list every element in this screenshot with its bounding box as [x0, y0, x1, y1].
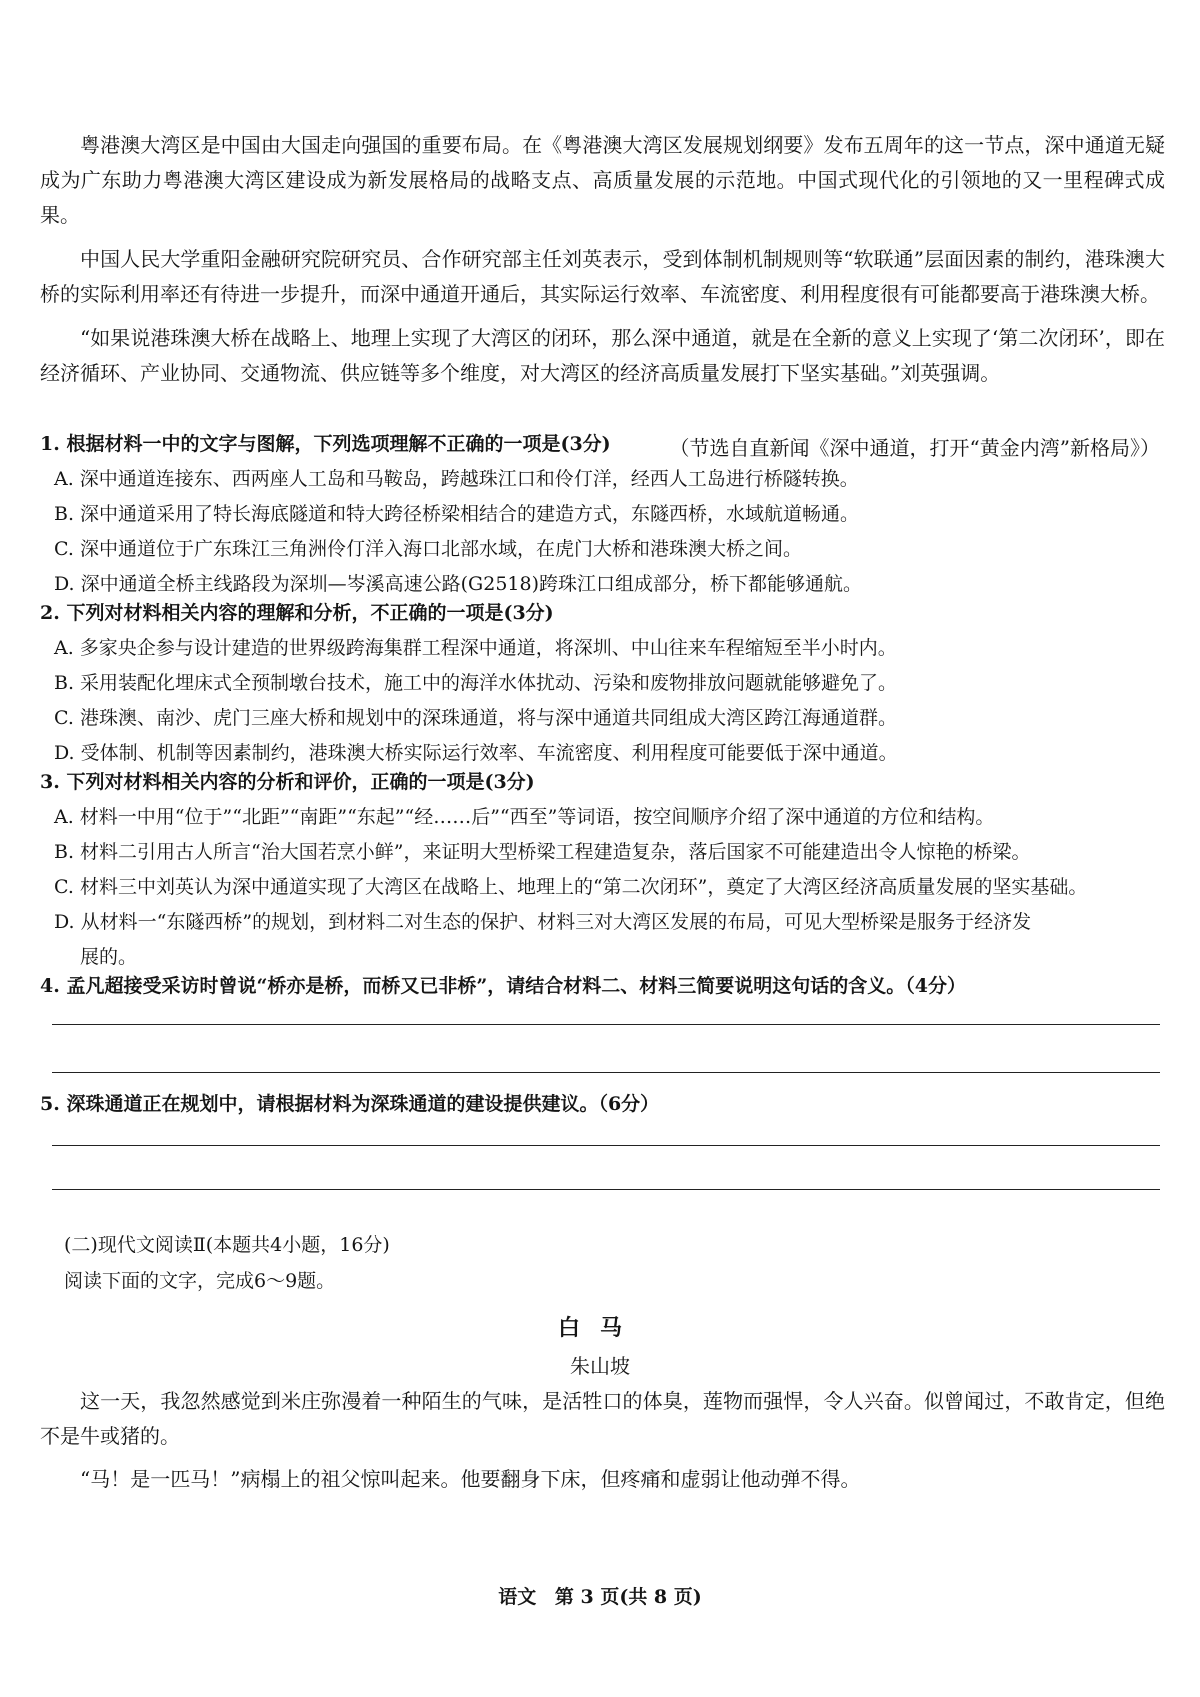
question-stem: 4. 孟凡超接受采访时曾说“桥亦是桥，而桥又已非桥”，请结合材料二、材料三简要说明这句话的含义。（4分）: [40, 975, 967, 997]
story-paragraph: “马！是一匹马！”病榻上的祖父惊叫起来。他要翻身下床，但疼痛和虚弱让他动弹不得。: [80, 1467, 861, 1491]
question-4: [40, 969, 1165, 1004]
story-body: [40, 1384, 1165, 1497]
option-c: C. 材料三中刘英认为深中通道实现了大湾区在战略上、地理上的“第二次闭环”，奠定了大湾区经济高质量发展的坚实基础。: [54, 876, 1088, 898]
passage-source: （节选自直新闻《深中通道，打开“黄金内湾”新格局》）: [669, 436, 1160, 460]
question-stem: 1. 根据材料一中的文字与图解，下列选项理解不正确的一项是(3分): [40, 433, 611, 455]
section-instruction: 阅读下面的文字，完成6～9题。: [64, 1270, 336, 1292]
option-d-line2: 展的。: [80, 946, 138, 968]
question-1: [40, 427, 1165, 602]
option-d-line1: D. 从材料一“东隧西桥”的规划，到材料二对生态的保护、材料三对大湾区发展的布局，可见大型桥梁是服务于经济发: [54, 911, 1032, 933]
question-stem: 2. 下列对材料相关内容的理解和分析，不正确的一项是(3分): [40, 602, 554, 624]
option-b: B. 材料二引用古人所言“治大国若烹小鲜”，来证明大型桥梁工程建造复杂，落后国家不可能建造出令人惊艳的桥梁。: [54, 841, 1031, 863]
option-d: D. 深中通道全桥主线路段为深圳—岑溪高速公路(G2518)跨珠江口组成部分，桥下都能够通航。: [54, 573, 862, 595]
option-a: A. 深中通道连接东、西两座人工岛和马鞍岛，跨越珠江口和伶仃洋，经西人工岛进行桥隧转换。: [54, 468, 859, 490]
question-2: [40, 596, 1165, 771]
answer-line[interactable]: [52, 1024, 1160, 1025]
question-stem: 3. 下列对材料相关内容的分析和评价，正确的一项是(3分): [40, 771, 535, 793]
option-b: B. 深中通道采用了特长海底隧道和特大跨径桥梁相结合的建造方式，东隧西桥，水域航道畅通。: [54, 503, 860, 525]
passage-body: [40, 128, 1165, 391]
footer-page-number: 第 3 页(共 8 页): [554, 1586, 702, 1608]
story-author: 朱山坡: [570, 1354, 630, 1378]
answer-line[interactable]: [52, 1189, 1160, 1190]
option-b: B. 采用装配化埋床式全预制墩台技术，施工中的海洋水体扰动、污染和废物排放问题就能够避免了。: [54, 672, 898, 694]
footer-subject: 语文: [498, 1586, 537, 1608]
passage-paragraph: 中国人民大学重阳金融研究院研究员、合作研究部主任刘英表示，受到体制机制规则等“软联通”层面因素的制约，港珠澳大桥的实际利用率还有待进一步提升，而深中通道开通后，其实际运行效率、车流密度、利用程度很有可能都要高于港珠澳大桥。: [40, 247, 1165, 306]
answer-line[interactable]: [52, 1145, 1160, 1146]
option-a: A. 材料一中用“位于”“北距”“南距”“东起”“经……后”“西至”等词语，按空间顺序介绍了深中通道的方位和结构。: [54, 806, 995, 828]
question-5: [40, 1087, 1165, 1122]
page-footer: [0, 1582, 1200, 1609]
option-c: C. 深中通道位于广东珠江三角洲伶仃洋入海口北部水域，在虎门大桥和港珠澳大桥之间。: [54, 538, 802, 560]
option-a: A. 多家央企参与设计建造的世界级跨海集群工程深中通道，将深圳、中山往来车程缩短至半小时内。: [54, 637, 897, 659]
option-c: C. 港珠澳、南沙、虎门三座大桥和规划中的深珠通道，将与深中通道共同组成大湾区跨江海通道群。: [54, 707, 897, 729]
answer-line[interactable]: [52, 1072, 1160, 1073]
section-title: (二)现代文阅读Ⅱ(本题共4小题，16分): [64, 1234, 390, 1256]
question-stem: 5. 深珠通道正在规划中，请根据材料为深珠通道的建设提供建议。（6分）: [40, 1093, 660, 1115]
question-3: [40, 765, 1165, 975]
option-d: D. 受体制、机制等因素制约，港珠澳大桥实际运行效率、车流密度、利用程度可能要低于深中通道。: [54, 742, 898, 764]
passage-paragraph: 粤港澳大湾区是中国由大国走向强国的重要布局。在《粤港澳大湾区发展规划纲要》发布五周年的这一节点，深中通道无疑成为广东助力粤港澳大湾区建设成为新发展格局的战略支点、高质量发展的示范地。中国式现代化的引领地的又一里程碑式成果。: [40, 133, 1165, 227]
passage-paragraph: “如果说港珠澳大桥在战略上、地理上实现了大湾区的闭环，那么深中通道，就是在全新的意义上实现了‘第二次闭环’，即在经济循环、产业协同、交通物流、供应链等多个维度，对大湾区的经济高质量发展打下坚实基础。”刘英强调。: [40, 326, 1165, 385]
story-paragraph: 这一天，我忽然感觉到米庄弥漫着一种陌生的气味，是活牲口的体臭，莲物而强悍，令人兴奋。似曾闻过，不敢肯定，但绝不是牛或猪的。: [40, 1389, 1165, 1448]
story-title: 白马: [557, 1315, 642, 1341]
option-d: [40, 905, 1165, 975]
